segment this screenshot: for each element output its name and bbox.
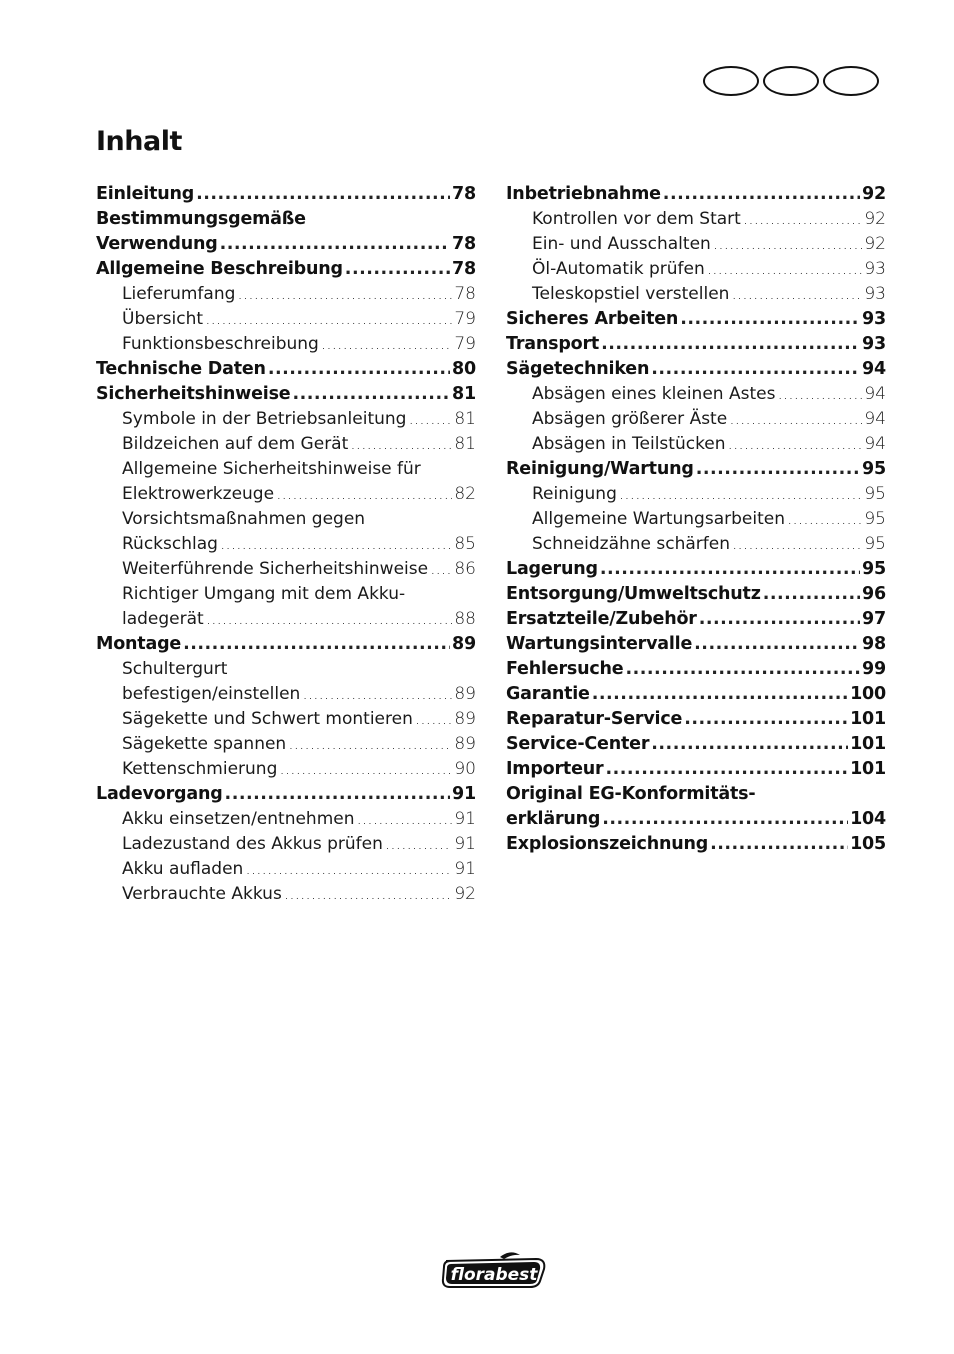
toc-page-number: 79 xyxy=(454,334,476,354)
toc-dot-leader xyxy=(279,757,452,782)
toc-dot-leader xyxy=(694,632,860,657)
toc-entry-label: Elektrowerkzeuge xyxy=(122,484,275,504)
toc-entry-label: Bestimmungsgemäße xyxy=(96,209,306,229)
toc-subsection-entry[interactable] xyxy=(506,532,886,557)
toc-subsection-entry[interactable] xyxy=(506,432,886,457)
language-badges xyxy=(703,66,879,96)
toc-dot-leader xyxy=(292,382,450,407)
toc-entry-label: Garantie xyxy=(506,684,590,704)
toc-section-entry[interactable] xyxy=(506,357,886,382)
toc-page-number: 94 xyxy=(864,434,886,454)
toc-dot-leader xyxy=(696,457,860,482)
toc-dot-leader xyxy=(619,482,863,507)
toc-subsection-entry[interactable] xyxy=(506,232,886,257)
toc-dot-leader xyxy=(385,832,452,857)
toc-page-number: 91 xyxy=(454,809,476,829)
toc-subsection-entry[interactable] xyxy=(506,382,886,407)
toc-page-number: 93 xyxy=(862,334,886,354)
toc-entry-label: Importeur xyxy=(506,759,604,779)
toc-dot-leader xyxy=(276,482,452,507)
toc-page-number: 96 xyxy=(862,584,886,604)
toc-entry-label: Richtiger Umgang mit dem Akku- xyxy=(122,584,406,604)
toc-section-entry[interactable] xyxy=(506,657,886,682)
toc-entry-label: Verbrauchte Akkus xyxy=(122,884,282,904)
toc-entry-label: Sägetechniken xyxy=(506,359,650,379)
toc-page-number: 101 xyxy=(850,759,886,779)
toc-entry-label: Weiterführende Sicherheitshinweise xyxy=(122,559,429,579)
toc-entry-label: Entsorgung/Umweltschutz xyxy=(506,584,761,604)
toc-section-entry[interactable] xyxy=(506,682,886,707)
page-title: Inhalt xyxy=(96,126,182,157)
toc-entry-label: Sicheres Arbeiten xyxy=(506,309,679,329)
toc-entry-label: ladegerät xyxy=(122,609,204,629)
toc-entry-label: Inbetriebnahme xyxy=(506,184,661,204)
toc-entry-label: Einleitung xyxy=(96,184,195,204)
toc-entry-label: Reparatur-Service xyxy=(506,709,683,729)
toc-entry-label: Ladezustand des Akkus prüfen xyxy=(122,834,383,854)
language-badge-oval xyxy=(703,66,759,96)
toc-page-number: 89 xyxy=(454,709,476,729)
toc-subsection-entry[interactable] xyxy=(96,707,476,732)
toc-subsection-entry[interactable] xyxy=(96,732,476,757)
toc-page-number: 101 xyxy=(850,734,886,754)
toc-page-number: 95 xyxy=(864,484,886,504)
toc-entry-label: Akku einsetzen/entnehmen xyxy=(122,809,355,829)
toc-entry-label: Absägen eines kleinen Astes xyxy=(532,384,776,404)
toc-dot-leader xyxy=(205,307,452,332)
toc-column-right xyxy=(506,182,886,857)
toc-page-number: 80 xyxy=(452,359,476,379)
toc-dot-leader xyxy=(663,182,860,207)
toc-section-entry[interactable] xyxy=(96,232,476,257)
toc-dot-leader xyxy=(183,632,450,657)
toc-page-number: 101 xyxy=(850,709,886,729)
toc-page-number: 81 xyxy=(454,409,476,429)
toc-subsection-entry[interactable] xyxy=(96,807,476,832)
toc-entry-label: Reinigung/Wartung xyxy=(506,459,694,479)
toc-section-entry[interactable] xyxy=(96,182,476,207)
toc-page-number: 81 xyxy=(452,384,476,404)
toc-subsection-entry[interactable] xyxy=(96,507,476,532)
toc-dot-leader xyxy=(220,532,452,557)
toc-page-number: 94 xyxy=(864,384,886,404)
toc-entry-label: Übersicht xyxy=(122,309,204,329)
toc-page-number: 95 xyxy=(864,534,886,554)
toc-entry-label: Sicherheitshinweise xyxy=(96,384,291,404)
toc-page-number: 95 xyxy=(862,459,886,479)
toc-entry-label: Allgemeine Wartungsarbeiten xyxy=(532,509,785,529)
toc-dot-leader xyxy=(225,782,451,807)
toc-entry-label: Reinigung xyxy=(532,484,617,504)
toc-entry-label: Schneidzähne schärfen xyxy=(532,534,731,554)
toc-subsection-entry[interactable] xyxy=(96,457,476,482)
toc-page-number: 98 xyxy=(862,634,886,654)
toc-entry-label: Teleskopstiel verstellen xyxy=(532,284,730,304)
toc-page-number: 99 xyxy=(862,659,886,679)
toc-entry-label: Absägen größerer Äste xyxy=(532,409,728,429)
toc-entry-label: Vorsichtsmaßnahmen gegen xyxy=(122,509,366,529)
toc-section-entry[interactable] xyxy=(506,782,886,807)
toc-page-number: 78 xyxy=(452,259,476,279)
toc-subsection-entry[interactable] xyxy=(96,882,476,907)
toc-page-number: 88 xyxy=(454,609,476,629)
toc-subsection-entry[interactable] xyxy=(96,307,476,332)
toc-page-number: 104 xyxy=(850,809,886,829)
toc-dot-leader xyxy=(684,707,848,732)
toc-dot-leader xyxy=(408,407,452,432)
toc-entry-label: Funktionsbeschreibung xyxy=(122,334,319,354)
logo-text: florabest xyxy=(450,1265,538,1285)
toc-section-entry[interactable] xyxy=(506,707,886,732)
toc-page-number: 92 xyxy=(864,209,886,229)
toc-entry-label: Bildzeichen auf dem Gerät xyxy=(122,434,349,454)
toc-entry-label: Wartungsintervalle xyxy=(506,634,693,654)
toc-section-entry[interactable] xyxy=(506,632,886,657)
toc-subsection-entry[interactable] xyxy=(506,207,886,232)
language-badge-oval xyxy=(823,66,879,96)
toc-dot-leader xyxy=(777,382,862,407)
toc-dot-leader xyxy=(732,532,862,557)
toc-section-entry[interactable] xyxy=(506,757,886,782)
toc-section-entry[interactable] xyxy=(506,582,886,607)
toc-section-entry[interactable] xyxy=(96,782,476,807)
toc-entry-label: Ein- und Ausschalten xyxy=(532,234,711,254)
toc-subsection-entry[interactable] xyxy=(506,257,886,282)
toc-dot-leader xyxy=(592,682,848,707)
toc-section-entry[interactable] xyxy=(96,207,476,232)
toc-entry-label: Symbole in der Betriebsanleitung xyxy=(122,409,407,429)
toc-entry-label: Verwendung xyxy=(96,234,218,254)
toc-page-number: 81 xyxy=(454,434,476,454)
toc-page-number: 95 xyxy=(864,509,886,529)
toc-subsection-entry[interactable] xyxy=(96,557,476,582)
toc-dot-leader xyxy=(415,707,453,732)
toc-subsection-entry[interactable] xyxy=(506,482,886,507)
toc-entry-label: Allgemeine Beschreibung xyxy=(96,259,343,279)
toc-section-entry[interactable] xyxy=(96,382,476,407)
toc-dot-leader xyxy=(651,357,860,382)
toc-entry-label: Ersatzteile/Zubehör xyxy=(506,609,697,629)
toc-section-entry[interactable] xyxy=(96,257,476,282)
toc-subsection-entry[interactable] xyxy=(96,332,476,357)
toc-section-entry[interactable] xyxy=(506,732,886,757)
toc-subsection-entry[interactable] xyxy=(96,482,476,507)
toc-entry-label: Allgemeine Sicherheitshinweise für xyxy=(122,459,421,479)
toc-page-number: 89 xyxy=(452,634,476,654)
toc-page-number: 91 xyxy=(454,834,476,854)
toc-entry-label: Kettenschmierung xyxy=(122,759,278,779)
toc-dot-leader xyxy=(728,432,863,457)
toc-subsection-entry[interactable] xyxy=(96,607,476,632)
toc-subsection-entry[interactable] xyxy=(96,532,476,557)
toc-subsection-entry[interactable] xyxy=(96,282,476,307)
toc-page-number: 82 xyxy=(454,484,476,504)
toc-entry-label: Schultergurt xyxy=(122,659,228,679)
toc-section-entry[interactable] xyxy=(506,307,886,332)
toc-section-entry[interactable] xyxy=(506,607,886,632)
toc-section-entry[interactable] xyxy=(506,182,886,207)
toc-page-number: 78 xyxy=(452,184,476,204)
toc-page-number: 89 xyxy=(454,684,476,704)
toc-dot-leader xyxy=(713,232,863,257)
toc-page-number: 93 xyxy=(864,259,886,279)
toc-entry-label: befestigen/einstellen xyxy=(122,684,301,704)
toc-dot-leader xyxy=(357,807,453,832)
toc-page-number: 79 xyxy=(454,309,476,329)
toc-page-number: 91 xyxy=(454,859,476,879)
toc-dot-leader xyxy=(743,207,863,232)
toc-subsection-entry[interactable] xyxy=(506,507,886,532)
toc-dot-leader xyxy=(237,282,452,307)
toc-dot-leader xyxy=(729,407,862,432)
toc-subsection-entry[interactable] xyxy=(96,582,476,607)
toc-entry-label: Absägen in Teilstücken xyxy=(532,434,726,454)
toc-entry-label: Lieferumfang xyxy=(122,284,236,304)
toc-dot-leader xyxy=(245,857,452,882)
toc-entry-label: Technische Daten xyxy=(96,359,266,379)
toc-dot-leader xyxy=(601,332,860,357)
toc-page-number: 100 xyxy=(850,684,886,704)
toc-entry-label: Ladevorgang xyxy=(96,784,223,804)
toc-dot-leader xyxy=(350,432,452,457)
toc-dot-leader xyxy=(605,757,848,782)
toc-page-number: 85 xyxy=(454,534,476,554)
toc-dot-leader xyxy=(600,557,860,582)
toc-column-left xyxy=(96,182,476,907)
toc-subsection-entry[interactable] xyxy=(96,757,476,782)
toc-dot-leader xyxy=(680,307,860,332)
toc-page-number: 97 xyxy=(862,609,886,629)
toc-page-number: 95 xyxy=(862,559,886,579)
toc-dot-leader xyxy=(710,832,848,857)
toc-entry-label: Service-Center xyxy=(506,734,650,754)
toc-page-number: 93 xyxy=(862,309,886,329)
toc-page-number: 92 xyxy=(454,884,476,904)
toc-entry-label: Sägekette spannen xyxy=(122,734,287,754)
toc-subsection-entry[interactable] xyxy=(96,682,476,707)
toc-entry-label: Sägekette und Schwert montieren xyxy=(122,709,413,729)
toc-entry-label: Öl-Automatik prüfen xyxy=(532,259,705,279)
toc-section-entry[interactable] xyxy=(506,457,886,482)
toc-dot-leader xyxy=(345,257,450,282)
toc-page-number: 89 xyxy=(454,734,476,754)
toc-page-number: 94 xyxy=(862,359,886,379)
toc-entry-label: Original EG-Konformitäts- xyxy=(506,784,756,804)
language-badge-oval xyxy=(763,66,819,96)
toc-section-entry[interactable] xyxy=(96,632,476,657)
toc-dot-leader xyxy=(625,657,860,682)
toc-dot-leader xyxy=(787,507,862,532)
toc-entry-label: Kontrollen vor dem Start xyxy=(532,209,741,229)
toc-dot-leader xyxy=(430,557,452,582)
toc-page-number: 93 xyxy=(864,284,886,304)
toc-section-entry[interactable] xyxy=(506,832,886,857)
toc-dot-leader xyxy=(288,732,452,757)
toc-dot-leader xyxy=(196,182,450,207)
toc-dot-leader xyxy=(206,607,453,632)
toc-page-number: 86 xyxy=(454,559,476,579)
toc-section-entry[interactable] xyxy=(506,332,886,357)
toc-dot-leader xyxy=(284,882,453,907)
toc-dot-leader xyxy=(731,282,862,307)
toc-entry-label: Transport xyxy=(506,334,600,354)
toc-entry-label: Fehlersuche xyxy=(506,659,624,679)
toc-subsection-entry[interactable] xyxy=(506,407,886,432)
toc-entry-label: Explosionszeichnung xyxy=(506,834,709,854)
toc-page-number: 78 xyxy=(454,284,476,304)
toc-page-number: 92 xyxy=(864,234,886,254)
toc-page-number: 90 xyxy=(454,759,476,779)
toc-dot-leader xyxy=(602,807,848,832)
toc-dot-leader xyxy=(707,257,863,282)
toc-page-number: 92 xyxy=(862,184,886,204)
toc-entry-label: erklärung xyxy=(506,809,601,829)
toc-entry-label: Lagerung xyxy=(506,559,598,579)
toc-section-entry[interactable] xyxy=(96,357,476,382)
toc-subsection-entry[interactable] xyxy=(96,857,476,882)
toc-subsection-entry[interactable] xyxy=(96,657,476,682)
toc-entry-label: Akku aufladen xyxy=(122,859,244,879)
toc-subsection-entry[interactable] xyxy=(96,832,476,857)
toc-section-entry[interactable] xyxy=(506,557,886,582)
toc-dot-leader xyxy=(220,232,450,257)
toc-entry-label: Rückschlag xyxy=(122,534,218,554)
toc-page-number: 105 xyxy=(850,834,886,854)
toc-dot-leader xyxy=(763,582,860,607)
toc-dot-leader xyxy=(699,607,860,632)
toc-subsection-entry[interactable] xyxy=(96,407,476,432)
toc-entry-label: Montage xyxy=(96,634,182,654)
toc-page-number: 91 xyxy=(452,784,476,804)
toc-dot-leader xyxy=(321,332,453,357)
toc-subsection-entry[interactable] xyxy=(96,432,476,457)
toc-dot-leader xyxy=(268,357,450,382)
toc-section-entry[interactable] xyxy=(506,807,886,832)
toc-subsection-entry[interactable] xyxy=(506,282,886,307)
toc-page-number: 78 xyxy=(452,234,476,254)
florabest-logo xyxy=(440,1251,550,1289)
toc-page-number: 94 xyxy=(864,409,886,429)
toc-dot-leader xyxy=(302,682,452,707)
toc-dot-leader xyxy=(651,732,848,757)
